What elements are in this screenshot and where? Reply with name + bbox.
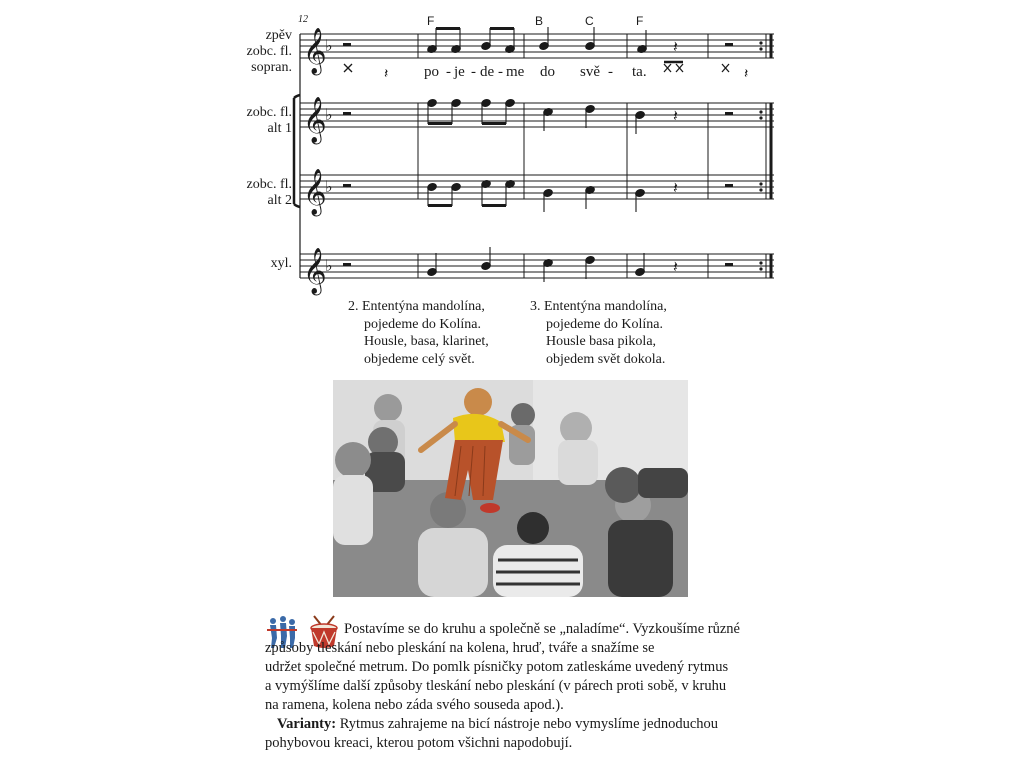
treble-clef: 𝄞 (303, 169, 327, 214)
clap-rhythm (344, 62, 729, 72)
paragraph-line: a vymýšlíme další způsoby tleskání nebo pleskání (v párech proti sobě, v kruhu (265, 678, 727, 694)
music-score (0, 0, 1024, 300)
verse-number: 3. (530, 299, 541, 314)
staff-label-line: zpěv (265, 28, 292, 43)
photo-illustration (333, 380, 688, 597)
paragraph-line: udržet společné metrum. Do pomlk písničky potom zatleskáme uvedený rytmus (265, 659, 729, 675)
svg-text:𝄽: 𝄽 (673, 259, 678, 276)
verse-line: pojedeme do Kolína. (364, 316, 482, 332)
chord-symbol: F (427, 14, 435, 28)
treble-clef: 𝄞 (303, 97, 327, 142)
verse-line: objedem svět dokola. (546, 351, 666, 367)
lyric-syllable: - (446, 64, 451, 80)
lyric-syllable: - (498, 64, 503, 80)
xylophone-notes (427, 247, 646, 282)
staff-label-line: alt 2 (267, 193, 292, 208)
staff-label-line: sopran. (251, 60, 292, 75)
verse-2 (348, 298, 489, 368)
staff-lines (300, 175, 774, 199)
children-circle-photo (333, 380, 688, 597)
staff-lines (300, 254, 774, 278)
variants-paragraph (265, 715, 718, 753)
staff-label-line: zobc. fl. (246, 105, 292, 120)
staff-lines (300, 34, 774, 58)
paragraph-line: způsoby tleskání nebo pleskání na kolena, hruď, tváře a snažíme se (265, 640, 655, 656)
chord-symbol: C (585, 14, 594, 28)
verse-line: Ententýna mandolína, (544, 299, 667, 314)
alto1-notes (427, 98, 646, 134)
staff-label-line: xyl. (270, 256, 292, 271)
chord-symbol: F (636, 14, 644, 28)
lyric-syllable: svě (580, 64, 600, 80)
flat-key-signature: ♭ (325, 258, 333, 275)
lyric-syllable: - (608, 64, 613, 80)
flat-key-signature: ♭ (325, 38, 333, 55)
verse-number: 2. (348, 299, 359, 314)
lyric-syllable: me (506, 64, 525, 80)
bar-number: 12 (298, 14, 308, 25)
alto2-notes (427, 179, 646, 212)
instructions-paragraph-cont (265, 639, 728, 715)
quarter-rest: 𝄽 (673, 39, 678, 56)
lyric-syllable: - (471, 64, 476, 80)
instructions-paragraph (344, 620, 740, 639)
svg-text:𝄽: 𝄽 (744, 67, 749, 82)
lyric-syllable: de (480, 64, 495, 80)
repeat-barline (766, 34, 771, 278)
verse-line: Ententýna mandolína, (362, 299, 485, 314)
flat-key-signature: ♭ (325, 107, 333, 124)
staff-label-line: zobc. fl. (246, 177, 292, 192)
verse-line: pojedeme do Kolína. (546, 316, 664, 332)
verse-line: Housle, basa, klarinet, (364, 334, 489, 349)
lyric-syllable: po (424, 64, 439, 80)
verse-line: Housle basa pikola, (546, 334, 657, 349)
variants-line: Rytmus zahrajeme na bicí nástroje nebo vymyslíme jednoduchou (339, 716, 719, 732)
svg-text:𝄽: 𝄽 (673, 180, 678, 197)
staff-label-line: zobc. fl. (246, 44, 292, 59)
svg-text:𝄽: 𝄽 (384, 67, 389, 82)
lyric-syllable: do (540, 64, 555, 80)
verse-line: objedeme celý svět. (364, 351, 475, 367)
lyric-syllable: ta. (632, 64, 647, 80)
staff-lines (300, 103, 774, 127)
verse-3 (530, 298, 667, 368)
svg-text:𝄽: 𝄽 (673, 108, 678, 125)
chord-symbol: B (535, 14, 544, 28)
treble-clef: 𝄞 (303, 28, 327, 73)
lyric-syllable: je (454, 64, 465, 80)
paragraph-line: Postavíme se do kruhu a společně se „naladíme“. Vyzkoušíme různé (344, 621, 740, 637)
staff-label-line: alt 1 (267, 121, 292, 136)
variants-label: Varianty: (277, 716, 337, 732)
variants-line: pohybovou kreaci, kterou potom všichni napodobují. (265, 735, 573, 751)
treble-clef: 𝄞 (303, 248, 327, 293)
flat-key-signature: ♭ (325, 179, 333, 196)
paragraph-line: na ramena, kolena nebo záda svého souseda apod.). (265, 697, 564, 713)
